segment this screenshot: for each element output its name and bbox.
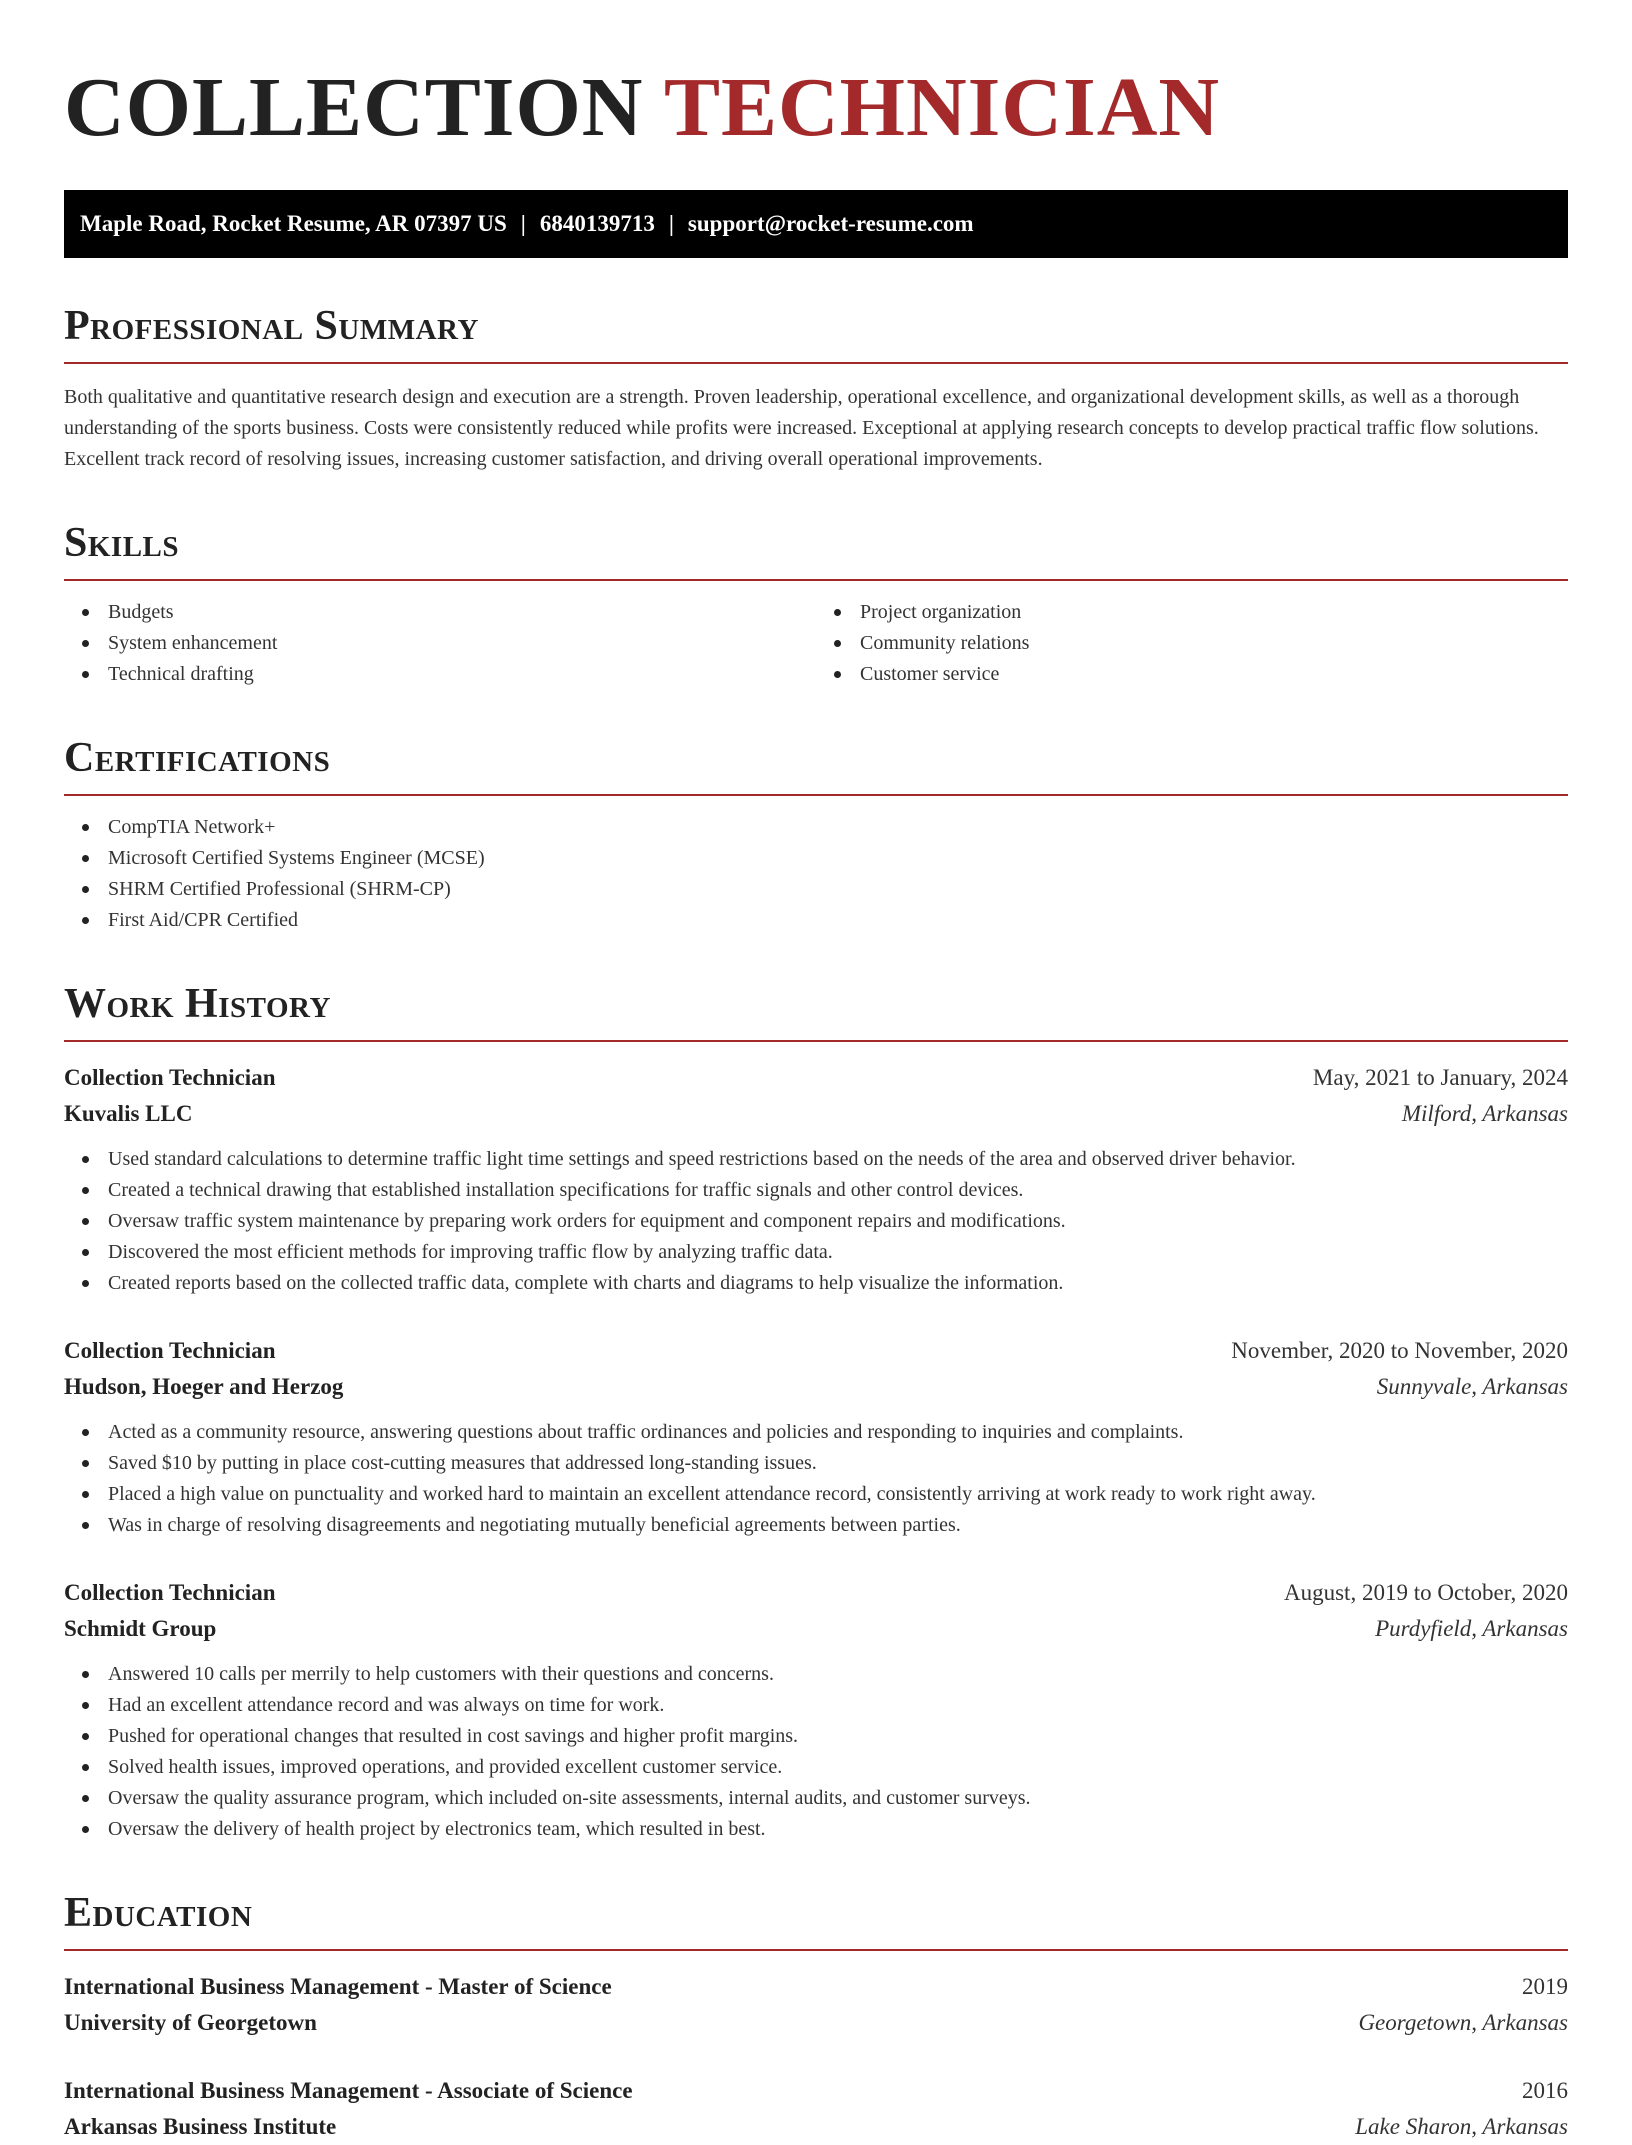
job-entry: [64, 1333, 1568, 1541]
job-company-row: [64, 1369, 1568, 1405]
job-role: Collection Technician: [64, 1338, 276, 1363]
job-company-row: [64, 1611, 1568, 1647]
education-location: Lake Sharon, Arkansas: [1355, 2114, 1568, 2139]
job-bullet: Placed a high value on punctuality and worked hard to maintain an excellent attendance record, consistently arriving at work ready to work right away.: [64, 1479, 1568, 1510]
skills-section: [64, 519, 1568, 690]
education-location: Georgetown, Arkansas: [1358, 2010, 1568, 2035]
skill-item: System enhancement: [64, 628, 816, 659]
education-year: 2016: [1522, 2078, 1568, 2103]
contact-phone: 6840139713: [539, 211, 655, 236]
job-header-row: [64, 1333, 1568, 1369]
job-bullet: Acted as a community resource, answering questions about traffic ordinances and policies and responding to inquiries and complaints.: [64, 1417, 1568, 1448]
summary-section: [64, 302, 1568, 475]
education-section: [64, 1889, 1568, 2145]
certification-item: First Aid/CPR Certified: [64, 905, 1568, 936]
job-dates: May, 2021 to January, 2024: [1312, 1065, 1568, 1090]
job-company: Kuvalis LLC: [64, 1101, 193, 1126]
job-dates: August, 2019 to October, 2020: [1284, 1580, 1568, 1605]
education-heading: Education: [64, 1889, 1568, 1951]
job-bullets: [64, 1659, 1568, 1845]
skill-item: Community relations: [816, 628, 1568, 659]
work-history-heading: Work History: [64, 980, 1568, 1042]
job-bullet: Oversaw traffic system maintenance by preparing work orders for equipment and component repairs and modifications.: [64, 1206, 1568, 1237]
education-degree: International Business Management - Master of Science: [64, 1974, 612, 1999]
contact-separator: |: [520, 211, 526, 236]
job-company-row: [64, 1096, 1568, 1132]
job-bullet: Solved health issues, improved operations, and provided excellent customer service.: [64, 1752, 1568, 1783]
skill-item: Technical drafting: [64, 659, 816, 690]
job-location: Purdyfield, Arkansas: [1375, 1616, 1568, 1641]
job-role: Collection Technician: [64, 1065, 276, 1090]
skill-item: Project organization: [816, 597, 1568, 628]
job-bullet: Created a technical drawing that established installation specifications for traffic signals and other control devices.: [64, 1175, 1568, 1206]
education-school: Arkansas Business Institute: [64, 2114, 337, 2139]
certification-item: CompTIA Network+: [64, 812, 1568, 843]
job-bullet: Oversaw the quality assurance program, which included on-site assessments, internal audits, and customer surveys.: [64, 1783, 1568, 1814]
job-role: Collection Technician: [64, 1580, 276, 1605]
job-location: Sunnyvale, Arkansas: [1376, 1374, 1568, 1399]
job-bullet: Oversaw the delivery of health project by electronics team, which resulted in best.: [64, 1814, 1568, 1845]
certification-item: Microsoft Certified Systems Engineer (MCSE): [64, 843, 1568, 874]
job-bullets: [64, 1144, 1568, 1299]
education-degree-row: [64, 1969, 1568, 2005]
certifications-section: [64, 734, 1568, 936]
title-second-word: TECHNICIAN: [663, 61, 1221, 154]
certifications-heading: Certifications: [64, 734, 1568, 796]
job-bullet: Used standard calculations to determine traffic light time settings and speed restrictions based on the needs of the area and observed driver behavior.: [64, 1144, 1568, 1175]
education-degree: International Business Management - Associate of Science: [64, 2078, 633, 2103]
skills-grid: [64, 597, 1568, 690]
job-dates: November, 2020 to November, 2020: [1231, 1338, 1568, 1363]
skills-list-left: [64, 597, 816, 690]
job-bullet: Saved $10 by putting in place cost-cutting measures that addressed long-standing issues.: [64, 1448, 1568, 1479]
job-company: Schmidt Group: [64, 1616, 217, 1641]
education-degree-row: [64, 2073, 1568, 2109]
job-bullet: Was in charge of resolving disagreements and negotiating mutually beneficial agreements between parties.: [64, 1510, 1568, 1541]
job-bullet: Answered 10 calls per merrily to help customers with their questions and concerns.: [64, 1659, 1568, 1690]
contact-address: Maple Road, Rocket Resume, AR 07397 US: [80, 211, 507, 236]
contact-bar: [64, 190, 1568, 258]
resume-title: [64, 60, 1568, 156]
education-school-row: [64, 2109, 1568, 2145]
job-bullet: Created reports based on the collected traffic data, complete with charts and diagrams to help visualize the information.: [64, 1268, 1568, 1299]
work-history-section: [64, 980, 1568, 1845]
job-bullet: Pushed for operational changes that resulted in cost savings and higher profit margins.: [64, 1721, 1568, 1752]
education-school: University of Georgetown: [64, 2010, 317, 2035]
job-header-row: [64, 1060, 1568, 1096]
job-bullets: [64, 1417, 1568, 1541]
education-entry: [64, 2073, 1568, 2145]
skills-list-right: [816, 597, 1568, 690]
job-location: Milford, Arkansas: [1401, 1101, 1568, 1126]
certifications-list: [64, 812, 1568, 936]
job-bullet: Discovered the most efficient methods for improving traffic flow by analyzing traffic data.: [64, 1237, 1568, 1268]
skill-item: Customer service: [816, 659, 1568, 690]
job-bullet: Had an excellent attendance record and was always on time for work.: [64, 1690, 1568, 1721]
title-first-word: COLLECTION: [64, 61, 644, 154]
job-entry: [64, 1575, 1568, 1845]
education-entry: [64, 1969, 1568, 2041]
contact-separator: |: [668, 211, 674, 236]
summary-text: Both qualitative and quantitative research design and execution are a strength. Proven leadership, operational excellence, and organizational development skills, as well as a thorough understanding of the sports business. Costs were consistently reduced while profits were increased. Exceptional at applying research concepts to develop practical traffic flow solutions. Excellent track record of resolving issues, increasing customer satisfaction, and driving overall operational improvements.: [64, 386, 1539, 470]
skill-item: Budgets: [64, 597, 816, 628]
summary-heading: Professional Summary: [64, 302, 1568, 364]
job-header-row: [64, 1575, 1568, 1611]
certification-item: SHRM Certified Professional (SHRM-CP): [64, 874, 1568, 905]
job-company: Hudson, Hoeger and Herzog: [64, 1374, 344, 1399]
education-year: 2019: [1522, 1974, 1568, 1999]
contact-email: support@rocket-resume.com: [687, 211, 974, 236]
job-entry: [64, 1060, 1568, 1299]
skills-heading: Skills: [64, 519, 1568, 581]
education-school-row: [64, 2005, 1568, 2041]
